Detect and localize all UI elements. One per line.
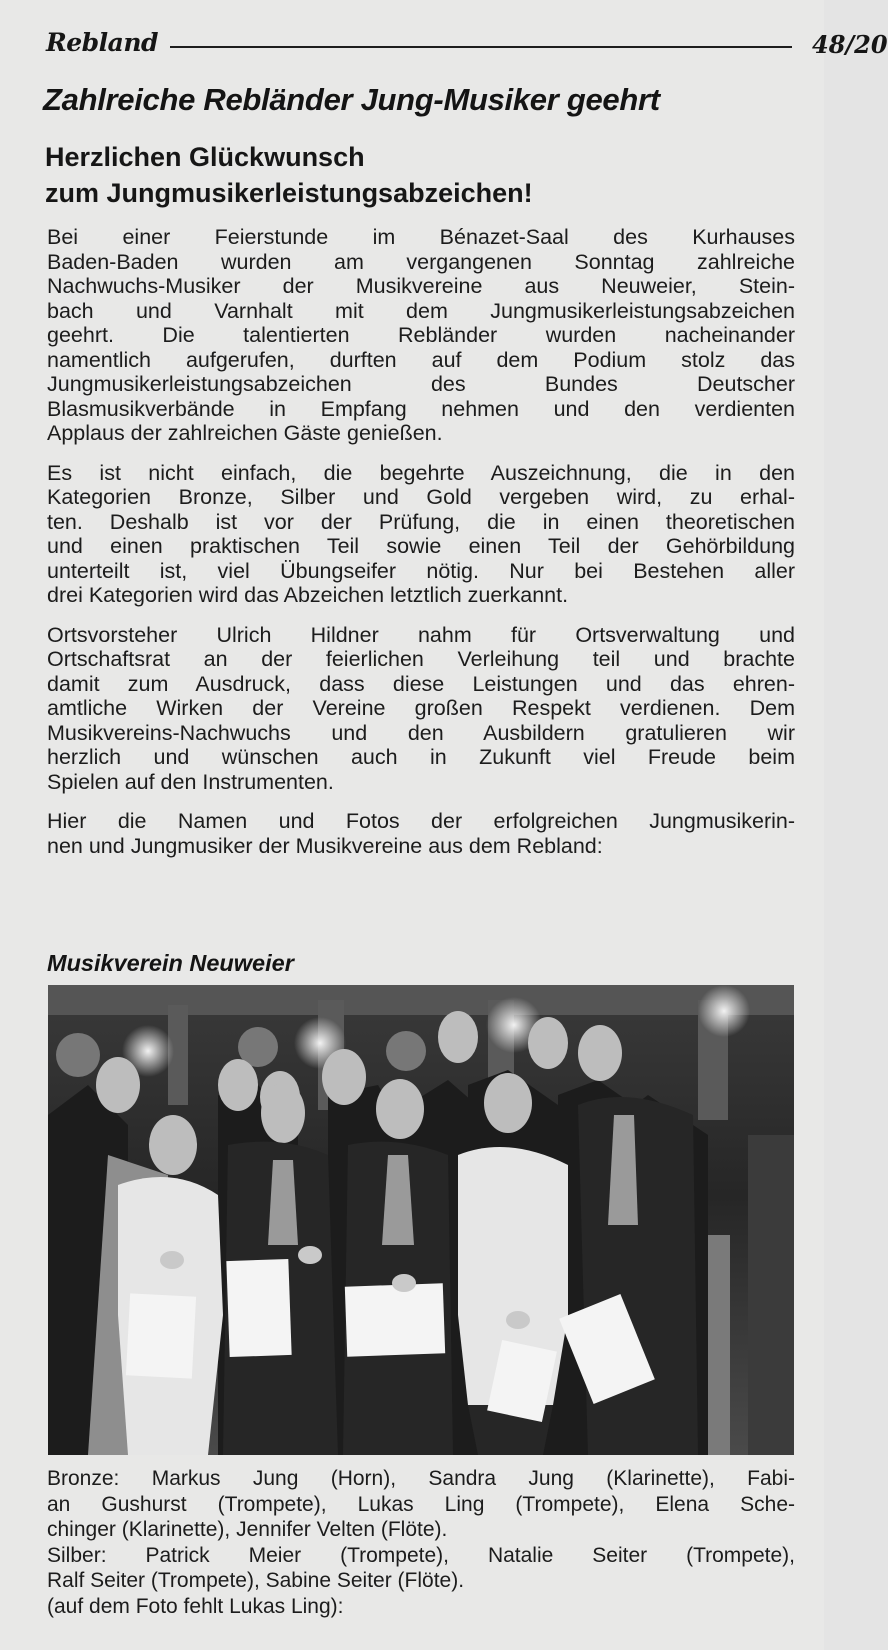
photo-caption	[47, 1466, 795, 1619]
paragraph-line: Bei einer Feierstunde im Bénazet-Saal des Kurhauses	[47, 225, 795, 249]
group-photo	[48, 985, 794, 1455]
paragraph-line: Applaus der zahlreichen Gäste genießen.	[47, 421, 443, 445]
paragraph-line: Nachwuchs-Musiker der Musikvereine aus Neuweier, Stein-	[47, 274, 795, 298]
paragraph-line: ten. Deshalb ist vor der Prüfung, die in einen theoretischen	[47, 509, 795, 534]
caption-line: Ralf Seiter (Trompete), Sabine Seiter (Flöte).	[47, 1569, 465, 1592]
caption-line: chinger (Klarinette), Jennifer Velten (Flöte).	[47, 1518, 448, 1541]
paragraph-line: Jungmusikerleistungsabzeichen des Bundes Deutscher	[47, 372, 795, 396]
paragraph-line: Spielen auf den Instrumenten.	[47, 769, 334, 794]
article-body	[47, 225, 795, 873]
section-title: Musikverein Neuweier	[47, 950, 294, 976]
caption-line: Silber: Patrick Meier (Trompete), Natalie Seiter (Trompete),	[47, 1543, 795, 1567]
paragraph-line: Musikvereins-Nachwuchs und den Ausbildern gratulieren wir	[47, 720, 795, 745]
paragraph-line: bach und Varnhalt mit dem Jungmusikerleistungsabzeichen	[47, 298, 795, 323]
paragraph-line: Ortsvorsteher Ulrich Hildner nahm für Ortsverwaltung und	[47, 622, 795, 647]
caption-line: (auf dem Foto fehlt Lukas Ling):	[47, 1594, 344, 1618]
paragraph-line: nen und Jungmusiker der Musikvereine aus dem Rebland:	[47, 833, 603, 858]
paragraph-line: herzlich und wünschen auch in Zukunft viel Freude beim	[47, 745, 795, 769]
caption-line: Bronze: Markus Jung (Horn), Sandra Jung (Klarinette), Fabi-	[47, 1467, 795, 1490]
rebland-logo: Rebland	[46, 28, 159, 57]
paragraph-line: geehrt. Die talentierten Rebländer wurden nacheinander	[47, 323, 795, 347]
subhead-line: Herzlichen Glückwunsch	[45, 142, 365, 172]
issue-number: 48/20	[812, 30, 888, 59]
paragraph-line: Es ist nicht einfach, die begehrte Auszeichnung, die in den	[47, 460, 795, 485]
photo-illustration	[48, 985, 794, 1455]
paragraph-line: unterteilt ist, viel Übungseifer nötig. Nur bei Bestehen aller	[47, 558, 795, 583]
article-paragraph	[47, 225, 795, 446]
paragraph-line: namentlich aufgerufen, durften auf dem Podium stolz das	[47, 347, 795, 372]
paragraph-line: Ortschaftsrat an der feierlichen Verleihung teil und brachte	[47, 647, 795, 671]
paragraph-line: amtliche Wirken der Vereine großen Respekt verdienen. Dem	[47, 696, 795, 720]
paragraph-line: damit zum Ausdruck, dass diese Leistungen und das ehren-	[47, 671, 795, 696]
subhead-line: zum Jungmusikerleistungsabzeichen!	[45, 178, 533, 208]
paragraph-line: und einen praktischen Teil sowie einen Teil der Gehörbildung	[47, 534, 795, 558]
header-rule	[170, 46, 792, 48]
article-subhead	[45, 139, 533, 211]
paragraph-line: drei Kategorien wird das Abzeichen letztlich zuerkannt.	[47, 583, 569, 607]
article-headline: Zahlreiche Rebländer Jung-Musiker geehrt	[43, 82, 660, 117]
article-paragraph	[47, 623, 795, 795]
paragraph-line: Kategorien Bronze, Silber und Gold vergeben wird, zu erhal-	[47, 485, 795, 509]
paragraph-line: Hier die Namen und Fotos der erfolgreichen Jungmusikerin-	[47, 809, 795, 833]
paragraph-line: Baden-Baden wurden am vergangenen Sonntag zahlreiche	[47, 249, 795, 274]
page-header	[46, 28, 888, 68]
paragraph-line: Blasmusikverbände in Empfang nehmen und den verdienten	[47, 396, 795, 421]
caption-line: an Gushurst (Trompete), Lukas Ling (Trompete), Elena Sche-	[47, 1492, 795, 1516]
article-paragraph	[47, 809, 795, 858]
article-paragraph	[47, 461, 795, 608]
